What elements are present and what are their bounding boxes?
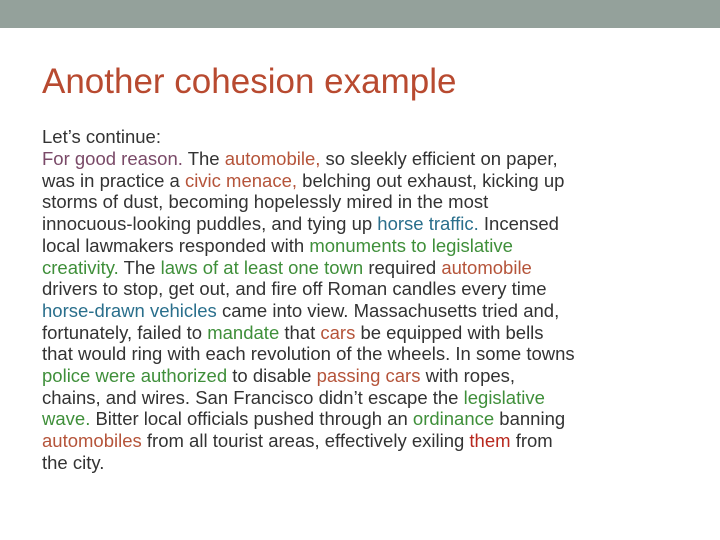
highlighted-term-orange: automobile, — [224, 148, 321, 169]
paragraph-line — [42, 148, 692, 170]
top-color-band — [0, 0, 720, 28]
paragraph-line — [42, 278, 692, 300]
paragraph-line — [42, 170, 692, 192]
paragraph-line — [42, 300, 692, 322]
highlighted-term-orange: automobile — [441, 256, 532, 278]
paragraph-line — [42, 387, 692, 409]
text-segment: belching out exhaust, kicking up — [297, 169, 565, 191]
paragraph-body — [42, 148, 692, 474]
paragraph-line — [42, 430, 692, 452]
slide-title: Another cohesion example — [42, 62, 457, 101]
highlighted-term-purple: For good reason. — [42, 148, 183, 169]
text-segment: Bitter local officials pushed through an — [90, 408, 413, 430]
text-segment: banning — [494, 408, 566, 430]
text-segment: required — [363, 256, 442, 278]
paragraph-line — [42, 257, 692, 279]
highlighted-term-green: creativity. — [42, 256, 119, 278]
intro-line: Let’s continue: — [42, 126, 161, 147]
text-segment: so sleekly efficient on paper, — [320, 148, 558, 169]
text-segment: local lawmakers responded with — [42, 234, 310, 256]
paragraph-line — [42, 213, 692, 235]
text-segment: storms of dust, becoming hopelessly mired in the most — [42, 191, 489, 213]
paragraph-line — [42, 191, 692, 213]
text-segment: was in practice a — [42, 169, 185, 191]
highlighted-term-green: mandate — [207, 321, 280, 343]
text-segment: that would ring with each revolution of the wheels. In some towns — [42, 343, 575, 365]
text-segment: The — [182, 148, 225, 169]
paragraph-line — [42, 452, 692, 474]
highlighted-term-orange: cars — [320, 321, 356, 343]
highlighted-term-orange: civic menace, — [184, 169, 298, 191]
text-segment: Incensed — [478, 213, 559, 235]
highlighted-term-red: them — [469, 430, 511, 452]
paragraph-line — [42, 235, 692, 257]
text-segment: with ropes, — [420, 365, 516, 387]
highlighted-term-orange: automobiles — [42, 430, 142, 452]
text-segment: from — [510, 430, 553, 452]
text-segment: to disable — [227, 365, 317, 387]
highlighted-term-green: legislative — [463, 386, 545, 408]
highlighted-term-blue: horse-drawn vehicles — [42, 299, 217, 321]
paragraph-line — [42, 408, 692, 430]
paragraph-line — [42, 322, 692, 344]
highlighted-term-green: wave. — [42, 408, 91, 430]
highlighted-term-green: ordinance — [412, 408, 495, 430]
paragraph-line — [42, 343, 692, 365]
text-segment: innocuous-looking puddles, and tying up — [42, 213, 378, 235]
text-segment: that — [279, 321, 321, 343]
highlighted-term-green: laws of at least one town — [160, 256, 364, 278]
highlighted-term-green: police were authorized — [42, 365, 228, 387]
text-segment: came into view. Massachusetts tried and, — [216, 299, 560, 321]
text-segment: fortunately, failed to — [42, 321, 208, 343]
text-segment: The — [118, 256, 161, 278]
text-segment: chains, and wires. San Francisco didn’t escape the — [42, 386, 464, 408]
highlighted-term-orange: passing cars — [316, 365, 421, 387]
highlighted-term-blue: horse traffic. — [377, 213, 479, 235]
text-segment: drivers to stop, get out, and fire off Roman candles every time — [42, 278, 547, 300]
highlighted-term-green: monuments to legislative — [309, 234, 513, 256]
text-segment: the city. — [42, 451, 105, 473]
text-segment: from all tourist areas, effectively exiling — [141, 430, 470, 452]
text-segment: be equipped with bells — [355, 321, 544, 343]
paragraph-line — [42, 365, 692, 387]
